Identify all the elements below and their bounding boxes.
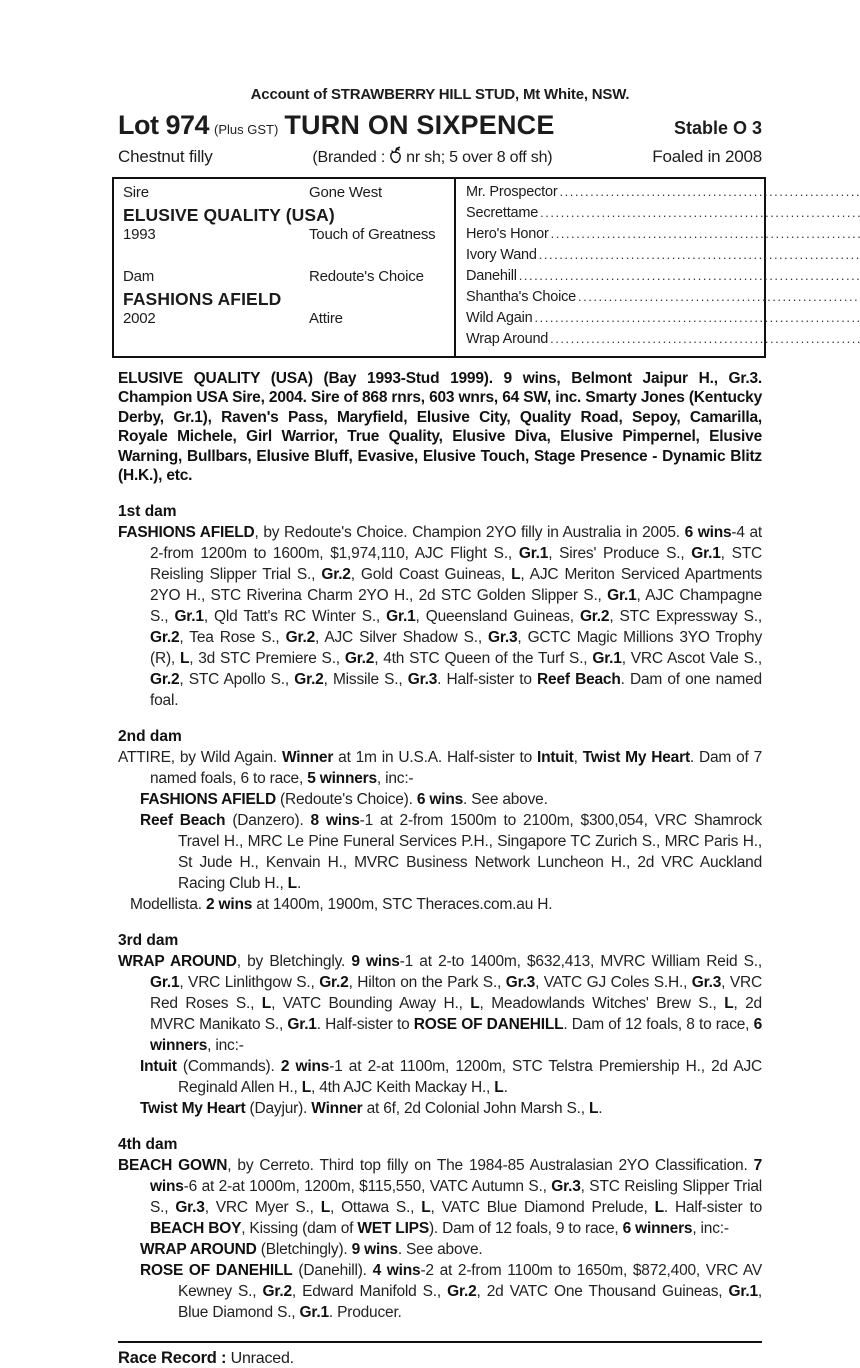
dot-leader [551, 226, 860, 242]
dam-role-label: Dam [123, 267, 155, 285]
gen3-row [466, 331, 860, 352]
dam-sections [118, 503, 762, 1323]
sire-sire-name: Gone West [309, 183, 382, 201]
dot-leader [535, 310, 860, 326]
brand-prefix: (Branded : [312, 149, 386, 166]
pedigree-entry: Twist My Heart (Dayjur). Winner at 6f, 2d Colonial John Marsh S., L. [140, 1100, 603, 1118]
spacer-row [123, 247, 454, 268]
account-line: Account of STRAWBERRY HILL STUD, Mt White, NSW. [250, 86, 630, 103]
lot-row [118, 110, 762, 141]
brand-suffix: nr sh; 5 over 8 off sh) [406, 149, 553, 166]
lot-title-group [118, 110, 555, 141]
sire-dam-name: Touch of Greatness [309, 225, 436, 243]
dam-heading: 3rd dam [118, 932, 179, 950]
gen3-sire: Wrap Around [466, 330, 549, 347]
gen3-sire: Wild Again [466, 309, 533, 326]
pedigree-entry: BEACH GOWN, by Cerreto. Third top filly on The 1984-85 Australasian 2YO Classification. 7 wins-6 at 2-at 1000m, 1200m, $115,550, VATC Autumn S., Gr.3, STC Reisling Slipper Trial S., Gr.3, VRC Myer S., L, Ottawa S., L, VATC Blue Diamond Prelude, L. Half-sister to BEACH BOY, Kissing (dam of WET LIPS). Dam of 12 foals, 9 to race, 6 winners, inc:- [118, 1157, 763, 1238]
gen3-row [466, 247, 860, 268]
sire-name-row [123, 205, 454, 226]
dam-name-row [123, 289, 454, 310]
sire-year: 1993 [123, 225, 156, 243]
race-record-divider [118, 1341, 762, 1343]
brand-mark-icon [387, 146, 404, 165]
dam-role-row [123, 268, 454, 289]
race-record-label: Race Record : [118, 1349, 227, 1368]
dam-year: 2002 [123, 309, 156, 327]
gen3-sire: Danehill [466, 267, 517, 284]
gen3-row [466, 205, 860, 226]
race-record [118, 1349, 762, 1368]
pedigree-entry: WRAP AROUND (Bletchingly). 9 wins. See above. [140, 1241, 483, 1259]
gen3-sire: Mr. Prospector [466, 183, 558, 200]
dam-year-row [123, 310, 454, 331]
gen3-sire: Ivory Wand [466, 246, 537, 263]
dot-leader [540, 205, 860, 221]
pedigree-parents [114, 179, 454, 356]
dot-leader [559, 184, 860, 200]
pedigree-entry: Reef Beach (Danzero). 8 wins-1 at 2-from 1500m to 2100m, $300,054, VRC Shamrock Travel H., MRC Le Pine Funeral Services P.H., Singapore TC Zurich S., MRC Paris H., St Jude H., Kenvain H., MVRC Business Network Luncheon H., 2d VRC Auckland Racing Club H., L. [140, 812, 762, 893]
gen3-sire: Secrettame [466, 204, 539, 221]
pedigree-entry: ATTIRE, by Wild Again. Winner at 1m in U.S.A. Half-sister to Intuit, Twist My Heart. Dam of 7 named foals, 6 to race, 5 winners, inc:- [118, 749, 762, 788]
dam-section [118, 1136, 762, 1323]
pedigree-entry: FASHIONS AFIELD (Redoute's Choice). 6 wins. See above. [140, 791, 548, 809]
lot-number: Lot 974 [118, 110, 210, 140]
sire-year-row [123, 226, 454, 247]
sire-summary: ELUSIVE QUALITY (USA) (Bay 1993-Stud 1999). 9 wins, Belmont Jaipur H., Gr.3. Champion USA Sire, 2004. Sire of 868 rnrs, 603 wnrs, 64 SW, inc. Smarty Jones (Kentucky Derby, Gr.1), Raven's Pass, Maryfield, Elusive City, Quality Road, Sepoy, Camarilla, Royale Michele, Girl Warrior, True Quality, Elusive Diva, Elusive Pimpernel, Elusive Warning, Bullbars, Elusive Bluff, Evasive, Elusive Touch, Stage Presence - Dynamic Blitz (H.K.), etc. [118, 369, 762, 485]
pedigree-entry: FASHIONS AFIELD, by Redoute's Choice. Champion 2YO filly in Australia in 2005. 6 wins-4 at 2-from 1200m to 1600m, $1,974,110, AJC Flight S., Gr.1, Sires' Produce S., Gr.1, STC Reisling Slipper Trial S., Gr.2, Gold Coast Guineas, L, AJC Meriton Serviced Apartments 2YO H., STC Riverina Charm 2YO H., 2d STC Golden Slipper S., Gr.1, AJC Champagne S., Gr.1, Qld Tatt's RC Winter S., Gr.1, Queensland Guineas, Gr.2, STC Expressway S., Gr.2, Tea Rose S., Gr.2, AJC Silver Shadow S., Gr.3, GCTC Magic Millions 3YO Trophy (R), L, 3d STC Premiere S., Gr.2, 4th STC Queen of the Turf S., Gr.1, VRC Ascot Vale S., Gr.2, STC Apollo S., Gr.2, Missile S., Gr.3. Half-sister to Reef Beach. Dam of one named foal. [118, 524, 763, 710]
pedigree-table [112, 177, 766, 358]
gen3-sire: Shantha's Choice [466, 288, 577, 305]
pedigree-entry: Intuit (Commands). 2 wins-1 at 2-at 1100m, 1200m, STC Telstra Premiership H., 2d AJC Reginald Allen H., L, 4th AJC Keith Mackay H., L. [140, 1058, 763, 1097]
dam-sire-name: Redoute's Choice [309, 267, 424, 285]
sire-name: ELUSIVE QUALITY (USA) [123, 204, 335, 225]
sire-role-label: Sire [123, 183, 149, 201]
stable-number: Stable O 3 [673, 118, 762, 138]
info-row [118, 147, 762, 168]
spacer-row [123, 331, 454, 352]
dam-heading: 2nd dam [118, 728, 182, 746]
sire-role-row [123, 184, 454, 205]
dot-leader [519, 268, 860, 284]
pedigree-entry: WRAP AROUND, by Bletchingly. 9 wins-1 at 2-to 1400m, $632,413, MVRC William Reid S., Gr.1, VRC Linlithgow S., Gr.2, Hilton on the Park S., Gr.3, VATC GJ Coles S.H., Gr.3, VRC Red Roses S., L, VATC Bounding Away H., L, Meadowlands Witches' Brew S., L, 2d MVRC Manikato S., Gr.1. Half-sister to ROSE OF DANEHILL. Dam of 12 foals, 8 to race, 6 winners, inc:- [118, 953, 762, 1055]
dam-heading: 1st dam [118, 503, 177, 521]
dam-section [118, 503, 762, 711]
dam-section [118, 932, 762, 1119]
horse-name: TURN ON SIXPENCE [284, 110, 555, 140]
gen3-row [466, 184, 860, 205]
brand-description [312, 149, 552, 168]
dam-dam-name: Attire [309, 309, 343, 327]
gen3-sire: Hero's Honor [466, 225, 549, 242]
dam-section [118, 728, 762, 915]
colour-sex: Chestnut filly [118, 147, 213, 166]
foaled-year: Foaled in 2008 [652, 147, 762, 166]
dot-leader [550, 331, 860, 347]
gen3-row [466, 268, 860, 289]
gen3-row [466, 310, 860, 331]
dam-name: FASHIONS AFIELD [123, 288, 282, 309]
dot-leader [578, 289, 860, 305]
gen3-row [466, 226, 860, 247]
dam-heading: 4th dam [118, 1136, 178, 1154]
race-record-text: Unraced. [230, 1350, 294, 1368]
dot-leader [539, 247, 860, 263]
pedigree-gen3 [454, 179, 860, 356]
pedigree-entry: Modellista. 2 wins at 1400m, 1900m, STC Theraces.com.au H. [130, 896, 553, 914]
pedigree-entry: ROSE OF DANEHILL (Danehill). 4 wins-2 at 2-from 1100m to 1650m, $872,400, VRC AV Kewney S., Gr.2, Edward Manifold S., Gr.2, 2d VATC One Thousand Guineas, Gr.1, Blue Diamond S., Gr.1. Producer. [140, 1262, 762, 1322]
gst-note: (Plus GST) [214, 122, 279, 137]
gen3-row [466, 289, 860, 310]
